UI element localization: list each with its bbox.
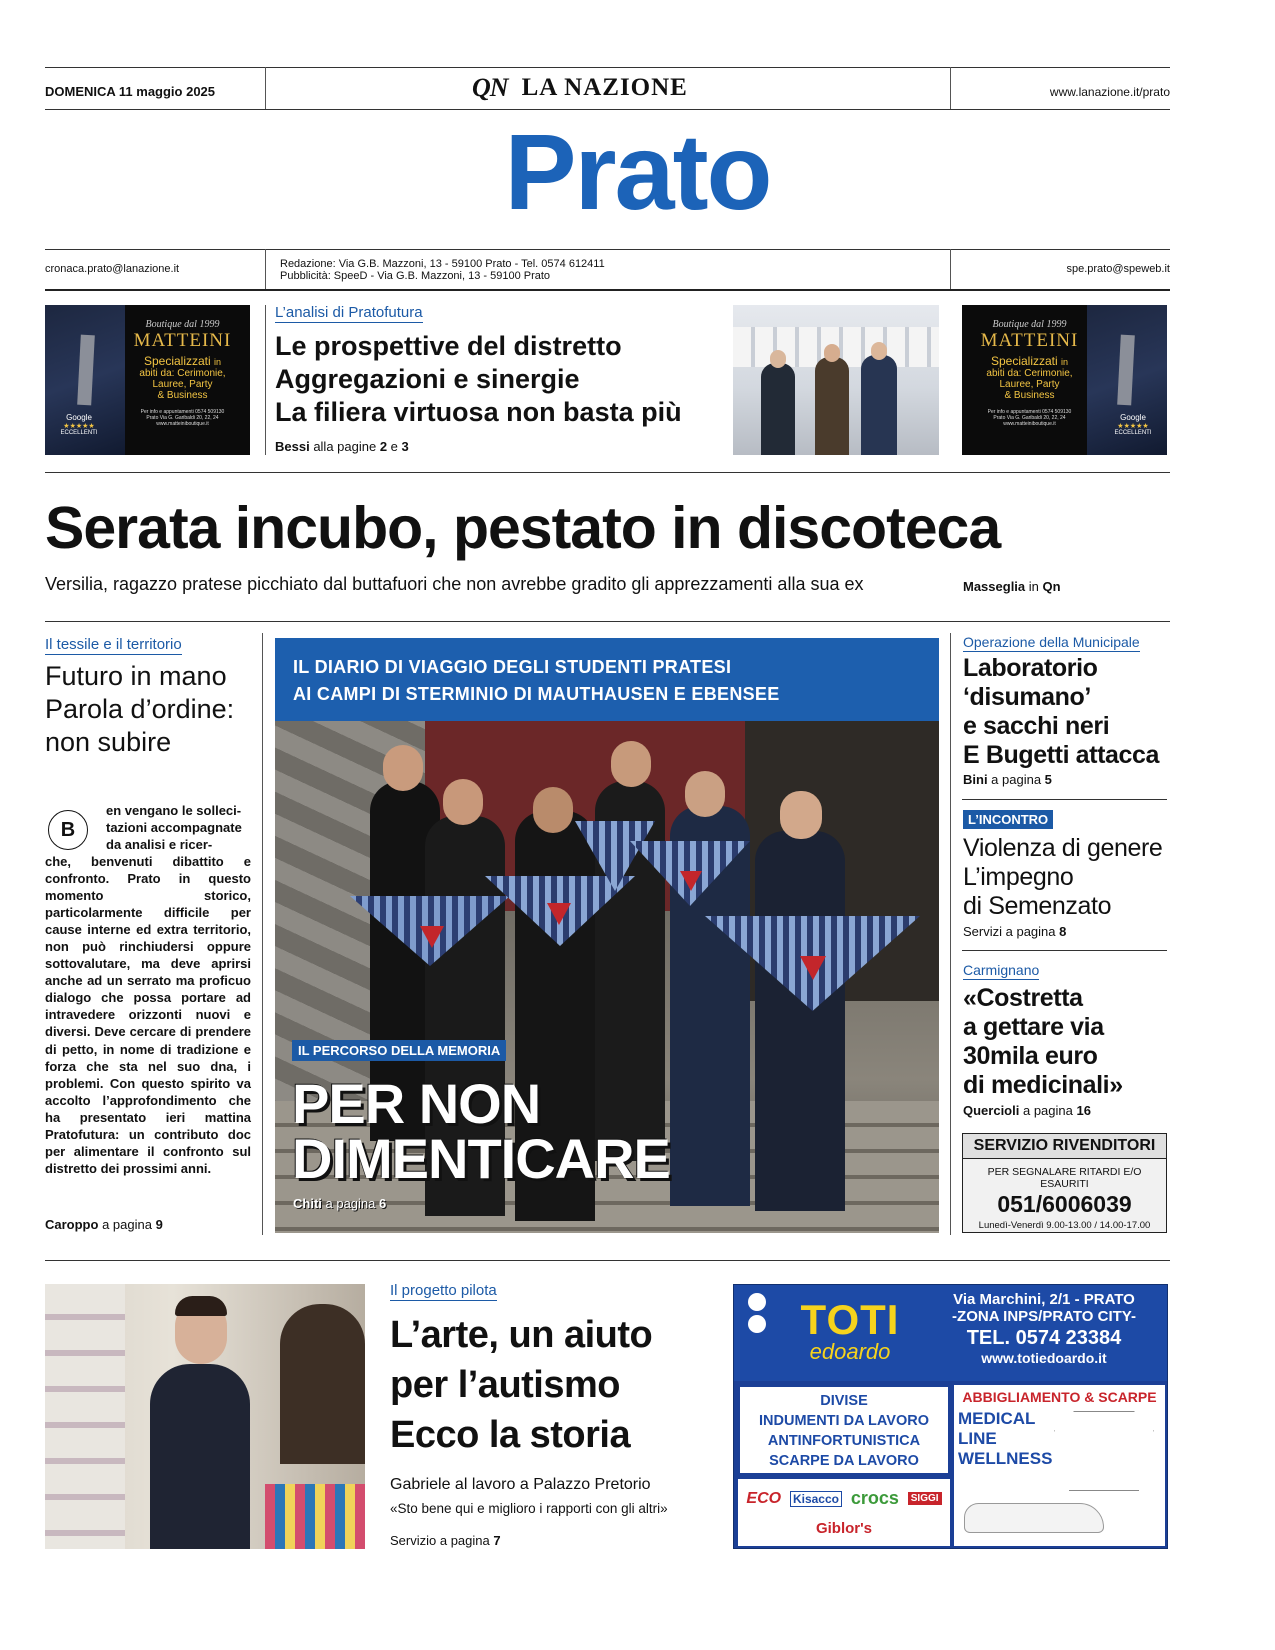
google-label: Google (66, 413, 92, 422)
clog-shoe-icon (964, 1503, 1104, 1533)
bottom-sub1: Gabriele al lavoro a Palazzo Pretorio (390, 1476, 651, 1493)
toti-brand-sub: edoardo (809, 1339, 891, 1364)
medical-shirt-icon (1054, 1411, 1154, 1491)
crocs-logo: crocs (850, 1488, 899, 1509)
advertising-address: Pubblicità: SpeeD - Via G.B. Mazzoni, 13 - 59100 Prato (280, 270, 551, 282)
masthead-date: DOMENICA 11 maggio 2025 (45, 84, 216, 99)
bottom-headline[interactable]: L’arte, un aiuto per l’autismo Ecco la storia (390, 1314, 653, 1456)
boutique-year: 1999 (199, 319, 220, 330)
incontro-tag: L’INCONTRO (963, 810, 1053, 829)
feature-byline[interactable]: Chiti a pagina 6 (293, 1196, 387, 1211)
right-story3-kicker: Carmignano (963, 962, 1040, 978)
advertising-email[interactable]: spe.prato@speweb.it (1066, 263, 1170, 275)
service-hours: Lunedì-Venerdì 9.00-13.00 / 14.00-17.00 (978, 1220, 1151, 1231)
feature-banner: IL DIARIO DI VIAGGIO DEGLI STUDENTI PRATESI AI CAMPI DI STERMINIO DI MAUTHAUSEN E EBENSEE (275, 638, 939, 721)
left-body-intro: en vengano le solleci- tazioni accompagnate da analisi e ricer- (106, 803, 242, 852)
toti-ad[interactable]: TOTI edoardo Via Marchini, 2/1 - PRATO -ZONA INPS/PRATO CITY- TEL. 0574 23384 www.totiedoardo.it DIVISE INDUMENTI DA LAVORO ANTINFORTUNISTICA SCARPE DA LAVORO ABBIGLIAMENTO & SCARPE MEDICAL LINE WELLNESS ECO Kisacco crocs SIGGI Giblor's (733, 1284, 1168, 1549)
newsroom-address: Redazione: Via G.B. Mazzoni, 13 - 59100 Prato - Tel. 0574 612411 (280, 258, 605, 270)
right-story1-kicker: Operazione della Municipale (963, 634, 1140, 650)
lead-headline[interactable]: Serata incubo, pestato in discoteca (45, 495, 1001, 561)
right-story2-headline[interactable]: Violenza di genere L’impegno di Semenzato (963, 834, 1163, 920)
right-story3-byline[interactable]: Quercioli a pagina 16 (963, 1103, 1091, 1118)
la-nazione-logo: LA NAZIONE (521, 74, 688, 101)
masthead-website[interactable]: www.lanazione.it/prato (1049, 85, 1170, 99)
bottom-kicker: Il progetto pilota (390, 1282, 497, 1299)
eco-logo: ECO (746, 1489, 782, 1507)
right-story1-headline[interactable]: Laboratorio ‘disumano’ e sacchi neri E Bugetti attacca (963, 654, 1160, 769)
top-story-byline[interactable]: Bessi alla pagine 2 e 3 (275, 439, 409, 454)
gabriele-photo[interactable] (45, 1284, 365, 1549)
qn-logo: QN (472, 73, 508, 102)
matteini-ad-right[interactable]: Boutique dal 1999 MATTEINI Specializzati in abiti da: Cerimonie, Lauree, Party & Business Per info e appuntamenti 0574 509130 Prato Via G. Garibaldi 20, 22, 24 www.matteiniboutique.it Google ★★★★★ ECCELLENTI (962, 305, 1167, 455)
service-title: SERVIZIO RIVENDITORI (963, 1134, 1166, 1159)
feature-headline[interactable]: PER NON DIMENTICARE (292, 1072, 670, 1190)
service-phone[interactable]: 051/6006039 (997, 1191, 1132, 1217)
memory-tag: IL PERCORSO DELLA MEMORIA (292, 1040, 506, 1061)
service-box[interactable] (962, 1133, 1167, 1233)
bottom-sub2: «Sto bene qui e miglioro i rapporti con gli altri» (390, 1501, 668, 1516)
giblors-logo: Giblor's (815, 1519, 873, 1537)
boutique-label: Boutique dal (145, 319, 197, 330)
bottom-byline[interactable]: Servizio a pagina 7 (390, 1533, 501, 1548)
conference-photo (733, 305, 939, 455)
dropcap: B (48, 810, 88, 850)
rating-stars: ★★★★★ (63, 423, 95, 430)
newsroom-email[interactable]: cronaca.prato@lanazione.it (45, 263, 180, 275)
siggi-logo: SIGGI (908, 1492, 942, 1505)
right-story3-headline[interactable]: «Costretta a gettare via 30mila euro di medicinali» (963, 984, 1123, 1099)
social-icon-1 (748, 1293, 766, 1311)
edition-title: Prato (504, 111, 771, 232)
left-byline[interactable]: Caroppo a pagina 9 (45, 1217, 163, 1232)
top-story-kicker: L’analisi di Pratofutura (275, 304, 423, 321)
top-story-headline[interactable]: Le prospettive del distretto Aggregazioni e sinergie La filiera virtuosa non basta più (275, 331, 682, 427)
right-story1-byline[interactable]: Bini a pagina 5 (963, 772, 1052, 787)
left-headline[interactable]: Futuro in mano Parola d’ordine: non subire (45, 661, 235, 757)
lead-byline[interactable]: Masseglia in Qn (963, 579, 1061, 594)
lead-subheadline: Versilia, ragazzo pratese picchiato dal buttafuori che non avrebbe gradito gli apprezzamenti alla sua ex (45, 574, 864, 594)
matteini-ad-left[interactable]: Boutique dal 1999 MATTEINI Specializzati in abiti da: Cerimonie, Lauree, Party & Business Per info e appuntamenti 0574 509130 Prato Via G. Garibaldi 20, 22, 24 www.matteiniboutique.it Google ★★★★★ ECCELLENTI (45, 305, 250, 455)
toti-phone[interactable]: TEL. 0574 23384 (966, 1327, 1122, 1349)
masthead-logo (472, 74, 688, 102)
service-line: PER SEGNALARE RITARDI E/O ESAURITI (987, 1166, 1142, 1190)
social-icon-2 (748, 1315, 766, 1333)
left-body: che, benvenuti dibattito e confronto. Prato in questo momento storico, particolarmente difficile per cause interne ed extra territorio, non può rinchiudersi oppure sottovalutare, ma deve aprirsi anche ad un serrato ma proficuo dialogo che possa portare ad intravedere orizzonti nuovi e diversi. Deve cercare di prendere di petto, in nome di tradizione e forza che sta nel suo dna, i problemi. Con questo spirito va accolto l’approfondimento che ha presentato ieri mattina Pratofutura: un contributo doc per alimentare il confronto sul distretto dei prossimi anni. (45, 854, 251, 1176)
toti-brand: TOTI (800, 1296, 900, 1343)
left-kicker: Il tessile e il territorio (45, 636, 182, 653)
toti-site[interactable]: www.totiedoardo.it (981, 1350, 1107, 1366)
specializzati-label: Specializzati (143, 354, 211, 368)
matteini-brand: MATTEINI (133, 330, 232, 351)
kisacco-logo: Kisacco (790, 1491, 842, 1507)
right-story2-byline[interactable]: Servizi a pagina 8 (963, 924, 1067, 939)
